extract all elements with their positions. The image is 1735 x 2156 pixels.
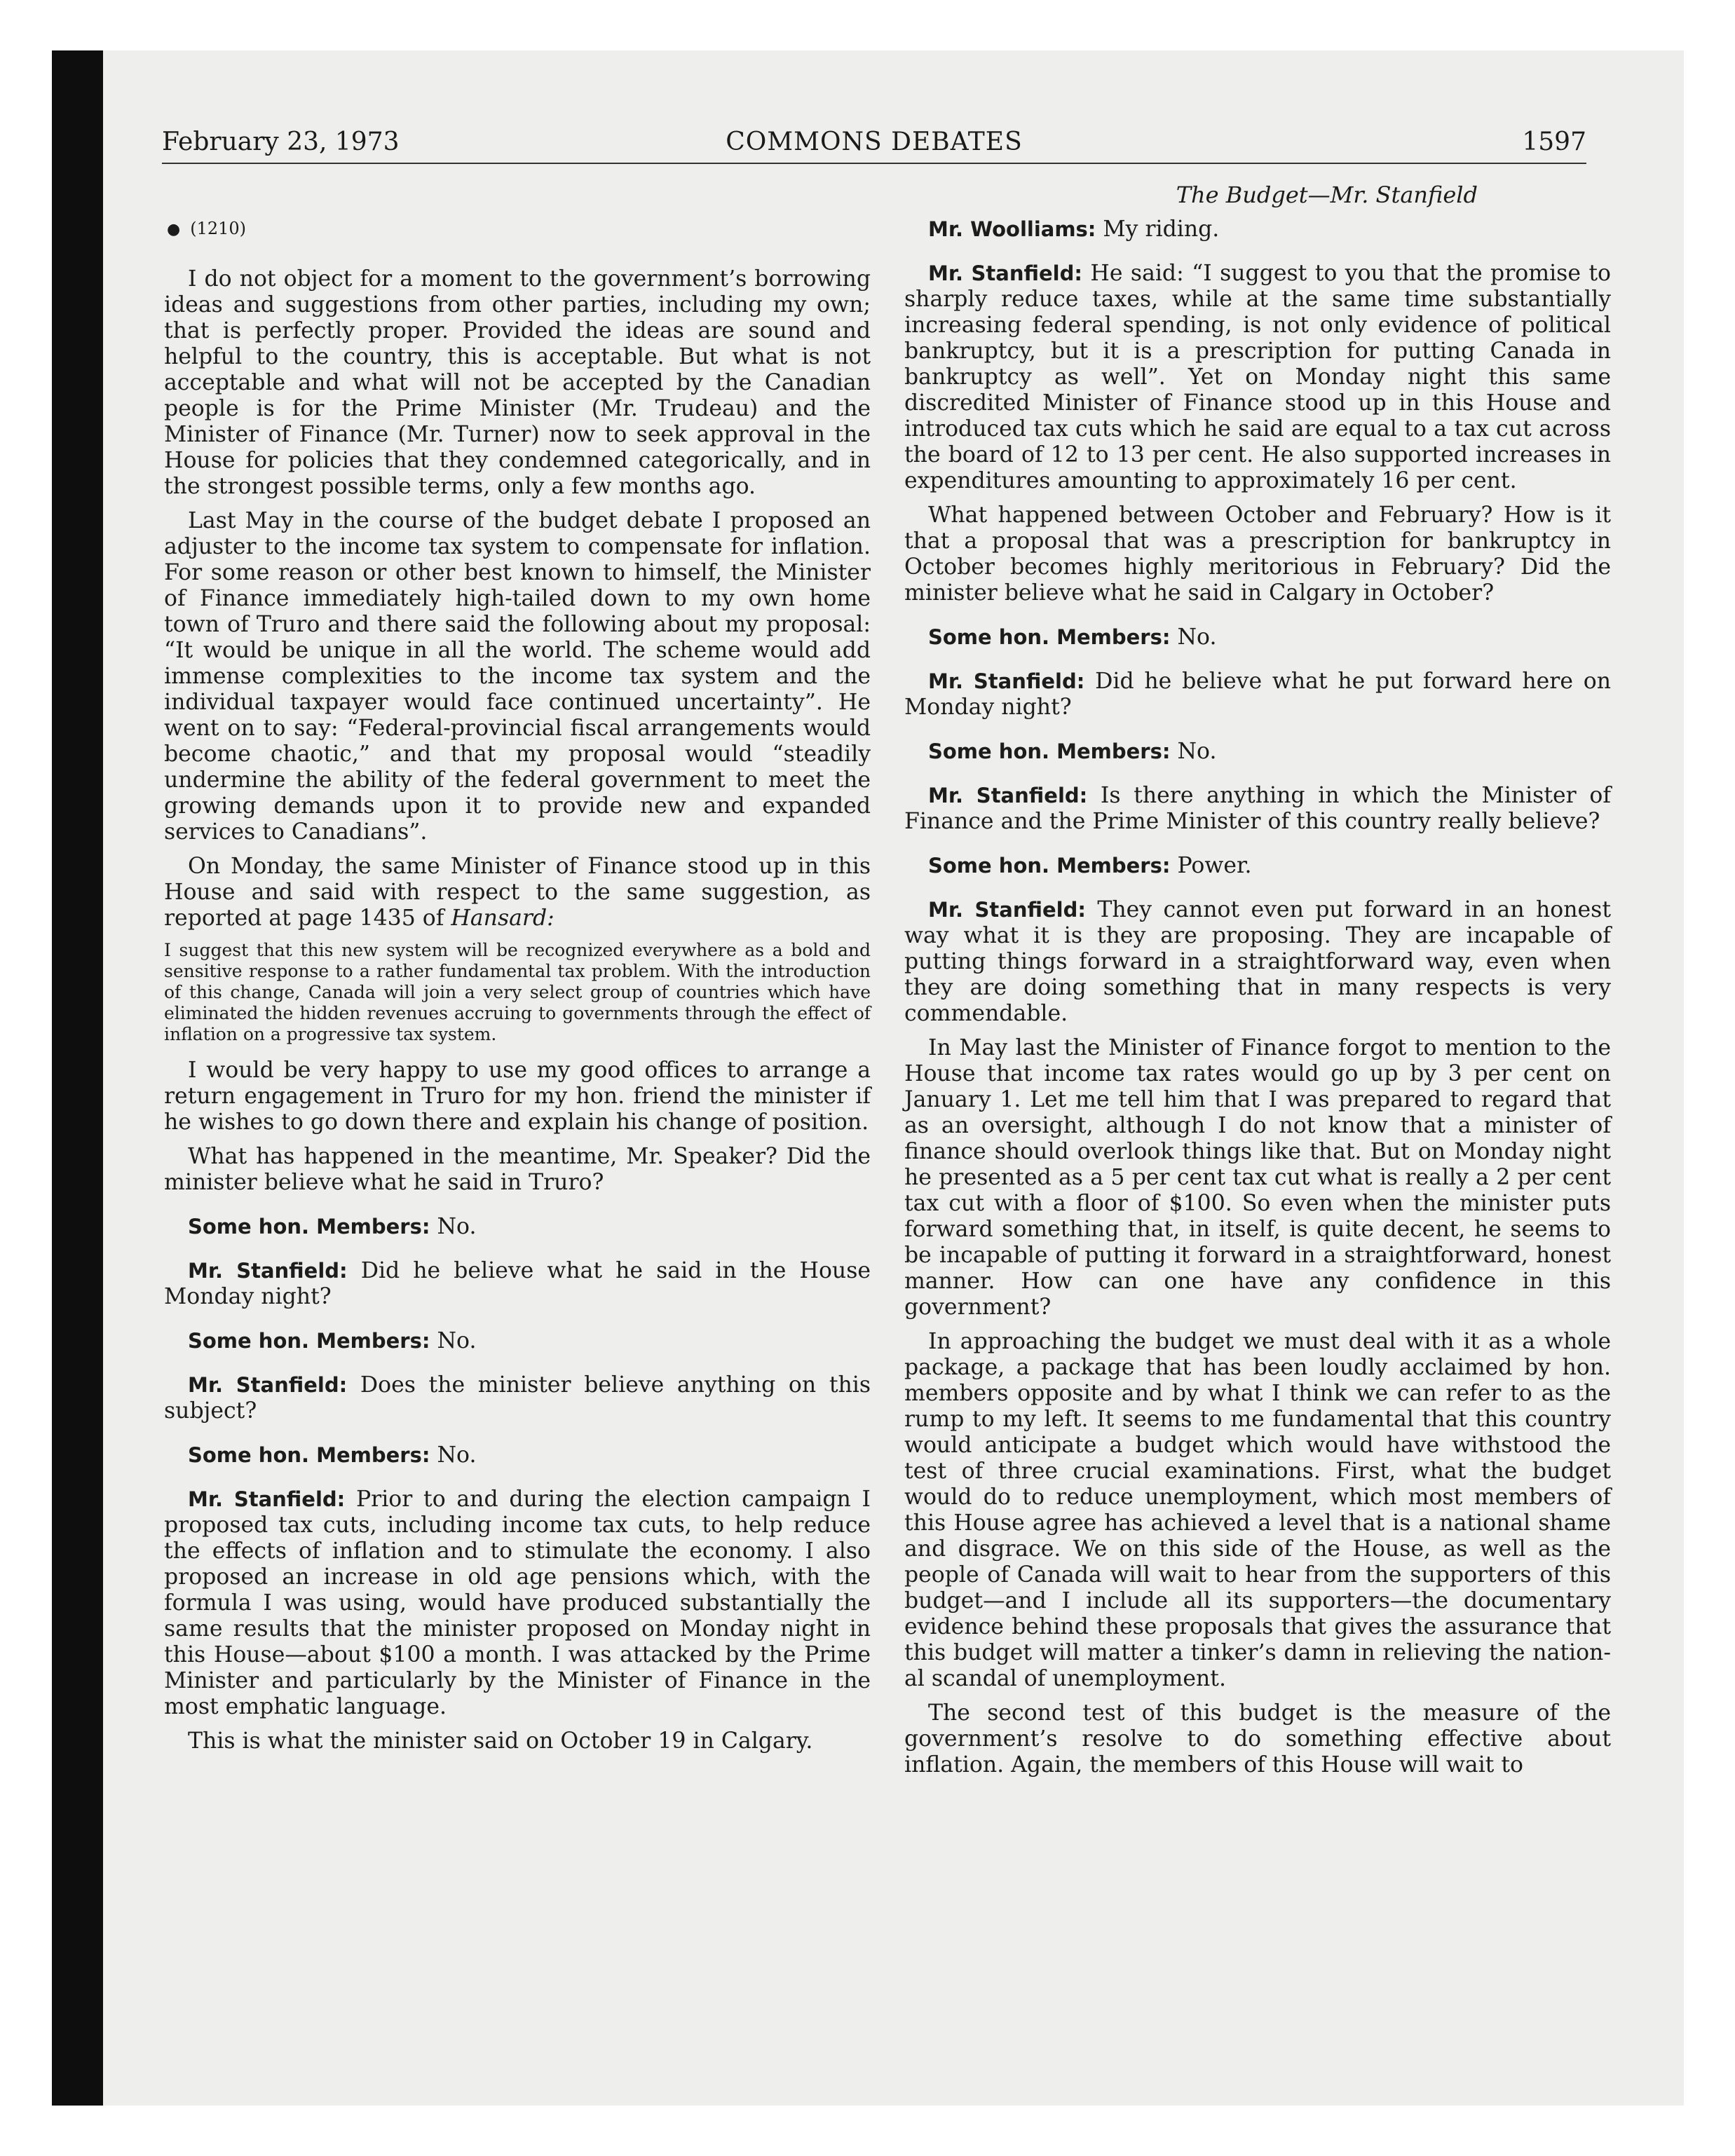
paragraph: [164, 854, 871, 932]
speaker-name: Mr. Stanfield:: [928, 669, 1085, 693]
block-quote-text: I suggest that this new system will be recognized everywhere as a bold and sensitive response to a rather fundamental tax problem. With the introduction of this change, Canada will join a very select group of countries which have eliminated the hidden revenues accruing to governments through the effect of inflation on a progressive tax system.: [164, 940, 871, 1044]
speaker-name: Some hon. Members:: [928, 739, 1171, 763]
hansard-reference: Hansard: [451, 906, 547, 931]
speech-text: Did he believe what he said in the House Monday night?: [164, 1258, 871, 1309]
speech: [164, 1487, 871, 1720]
paragraph: In May last the Minister of Finance forgot to mention to the House that income tax rates would go up by 3 per cent on January 1. Let me tell him that I was prepared to regard that as an oversight, although I do not know that a minister of finance should overlook things like that. But on Monday night he presented as a 5 per cent tax cut what is really a 2 per cent tax cut with a floor of $100. So even when the minister puts forward something that, in itself, is quite decent, he seems to be incapable of putting it forward in a straightforward, honest manner. How can one have any confidence in this government?: [904, 1035, 1611, 1320]
speaker-name: Mr. Stanfield:: [188, 1487, 346, 1511]
paragraph: This is what the minister said on October 19 in Calgary.: [188, 1728, 813, 1754]
speaker-name: Mr. Stanfield:: [928, 784, 1088, 807]
speech: [904, 853, 1611, 879]
speaker-name: Mr. Woolliams:: [928, 217, 1096, 241]
paragraph-punctuation: :: [547, 906, 554, 931]
speaker-name: Mr. Stanfield:: [928, 898, 1086, 922]
paragraph: The second test of this budget is the measure of the government’s resolve to do something effective about inflation. Again, the members of this House will wait to: [904, 1700, 1611, 1778]
speech: [164, 1214, 871, 1240]
header-date: February 23, 1973: [162, 128, 400, 156]
speaker-name: Some hon. Members:: [188, 1443, 430, 1467]
speech: [904, 261, 1611, 494]
running-head: The Budget—Mr. Stanfield: [1176, 182, 1478, 208]
speech-text: No.: [437, 1214, 477, 1239]
paragraph: In approaching the budget we must deal with it as a whole package, a package that has been loudly acclaimed by hon. members opposite and by what I think we can refer to as the rump to my left. It seems to me fundamental that this country would anticipate a budget which would have withstood the test of three crucial examinations. First, what the budget would do to reduce unemployment, which most members of this House agree has achieved a level that is a national shame and disgrace. We on this side of the House, as well as the people of Canada will wait to hear from the supporters of this budget—and I include all its supporters—the documentary evidence behind these proposals that gives the assurance that this budget will matter a tinker’s damn in relieving the national scandal of unemployment.: [904, 1329, 1611, 1691]
speech: [904, 625, 1611, 650]
speaker-name: Some hon. Members:: [188, 1329, 430, 1353]
speaker-name: Mr. Stanfield:: [928, 261, 1082, 285]
speech-text: Does the minister believe anything on this subject?: [164, 1372, 871, 1424]
paragraph: Last May in the course of the budget debate I proposed an adjuster to the income tax system to compensate for inflation. For some reason or other best known to himself, the Minister of Finance immediately high-tailed down to my own home town of Truro and there said the following about my proposal: “It would be unique in all the world. The scheme would add immense complexities to the income tax system and the individual taxpayer would face continued uncertainty”. He went on to say: “Federal-provincial fiscal arrangements would become chaotic,” and that my proposal would “steadily undermine the ability of the federal government to meet the growing demands upon it to provide new and expanded services to Canadians”.: [164, 508, 871, 845]
paragraph: I would be very happy to use my good offices to arrange a return engagement in Truro for my hon. friend the minister if he wishes to go down there and explain his change of position.: [164, 1058, 871, 1135]
speech: [904, 897, 1611, 1027]
block-quote: [164, 940, 871, 1045]
speech-text: He said: “I suggest to you that the promise to sharply reduce taxes, while at the same time substantially increasing federal spending, is not only evidence of political bankruptcy, but it is a prescription for putting Canada in bankruptcy as well”. Yet on Monday night this same discredited Minister of Finance stood up in this House and introduced tax cuts which he said are equal to a tax cut across the board of 12 to 13 per cent. He also supported increases in expenditures amounting to approximately 16 per cent.: [904, 261, 1612, 493]
left-column: [164, 182, 871, 1763]
speech-text: They cannot even put forward in an honest way what it is they are proposing. They are incapable of putting things forward in a straightforward way, even when they are doing something that in many respects is very commendable.: [904, 897, 1612, 1026]
speech: [904, 669, 1611, 721]
speech: [904, 783, 1611, 835]
speech: [904, 739, 1611, 765]
paragraph: What has happened in the meantime, Mr. Speaker? Did the minister believe what he said in Truro?: [164, 1144, 871, 1195]
speech-text: Is there anything in which the Minister of Finance and the Prime Minister of this country really believe?: [904, 783, 1611, 834]
speech-text: My riding.: [1103, 217, 1220, 242]
paragraph: What happened between October and February? How is it that a proposal that was a prescription for bankruptcy in October becomes highly meritorious in February? Did the minister believe what he said in Calgary in October?: [904, 503, 1611, 606]
speech: [164, 1258, 871, 1310]
binding-edge: [52, 50, 103, 2106]
speech: [164, 1328, 871, 1354]
bullet-icon: ●: [167, 221, 181, 238]
speaker-name: Mr. Stanfield:: [188, 1373, 348, 1397]
paragraph: I do not object for a moment to the government’s borrowing ideas and suggestions from other parties, including my own; that is perfectly proper. Provided the ideas are sound and helpful to the country, this is acceptable. But what is not acceptable and what will not be accepted by the Canadian people is for the Prime Minister (Mr. Trudeau) and the Minister of Finance (Mr. Turner) now to seek approval in the House for policies that they condemned categorically, and in the strongest possible terms, only a few months ago.: [164, 266, 871, 499]
paragraph-text: On Monday, the same Minister of Finance stood up in this House and said with respect to the same suggestion, as reported at page 1435 of: [164, 854, 871, 931]
speech-text: No.: [437, 1442, 477, 1468]
page-number: 1597: [1522, 128, 1586, 156]
speaker-name: Some hon. Members:: [188, 1215, 430, 1239]
right-column: [904, 182, 1611, 1787]
speaker-name: Mr. Stanfield:: [188, 1259, 348, 1283]
speaker-name: Some hon. Members:: [928, 854, 1171, 878]
speech: [164, 1372, 871, 1424]
speech-text: No.: [437, 1328, 477, 1353]
time-marker-text: (1210): [190, 219, 247, 238]
speech: [904, 217, 1611, 243]
time-marker: [167, 216, 871, 243]
speech-text: Did he believe what he put forward here on Monday night?: [904, 669, 1611, 720]
speaker-name: Some hon. Members:: [928, 625, 1171, 649]
speech: [164, 1442, 871, 1468]
speech-text: Prior to and during the election campaign I proposed tax cuts, including income tax cuts, to help reduce the effects of inflation and to stimulate the economy. I also proposed an increase in old age pensions which, with the formula I was using, would have produced substantially the same results that the minister proposed on Monday night in this House—about $100 a month. I was attacked by the Prime Minister and particularly by the Minister of Finance in the most emphatic language.: [164, 1487, 871, 1719]
header-title: COMMONS DEBATES: [726, 128, 1023, 156]
page-header: [162, 123, 1586, 164]
speech-text: Power.: [1177, 853, 1252, 878]
speech-text: No.: [1177, 625, 1217, 650]
speech-text: No.: [1177, 739, 1217, 764]
